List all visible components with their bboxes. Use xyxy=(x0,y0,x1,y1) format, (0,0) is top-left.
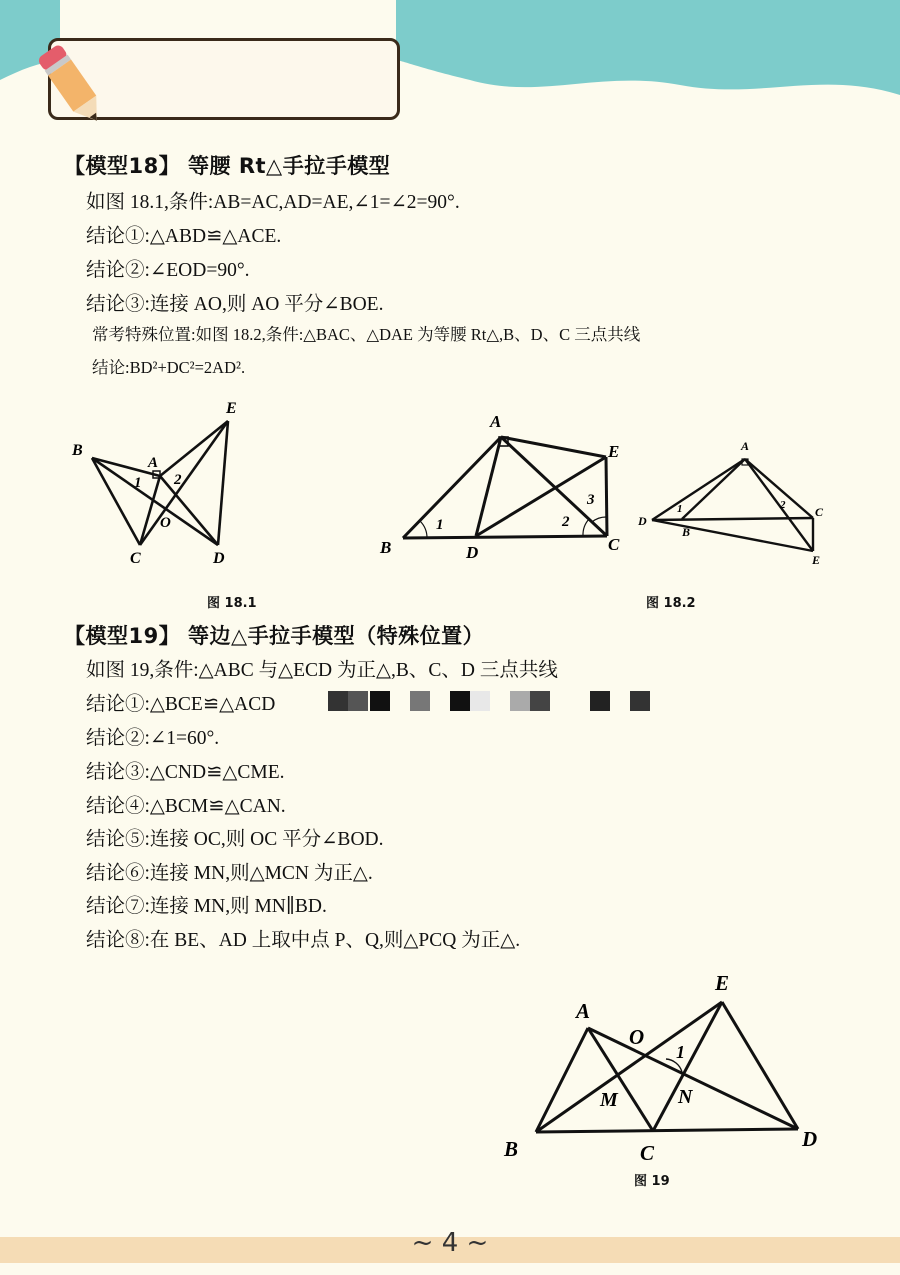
fig18-2b-label-e: E xyxy=(812,553,821,567)
fig19-label-e: E xyxy=(715,971,730,995)
fig18-2-label-e: E xyxy=(608,442,620,461)
model19-conclusion-4: 结论④:△BCM≌△CAN. xyxy=(86,796,286,817)
fig18-2b-label-b: B xyxy=(682,525,691,539)
fig18-1-label-a: A xyxy=(148,455,159,471)
fig18-2-label-a: A xyxy=(490,412,502,431)
figure-19-caption: 图 19 xyxy=(634,1174,670,1189)
model18-special-conclusion: 结论:BD²+DC²=2AD². xyxy=(92,358,246,377)
model19-condition: 如图 19,条件:△ABC 与△ECD 为正△,B、C、D 三点共线 xyxy=(86,660,558,681)
fig18-1-label-c: C xyxy=(130,550,141,567)
model19-conclusion-7: 结论⑦:连接 MN,则 MN∥BD. xyxy=(86,896,327,917)
fig18-2-label-b: B xyxy=(380,538,392,557)
model19-conclusion-6: 结论⑥:连接 MN,则△MCN 为正△. xyxy=(86,863,373,884)
figure-18-2-caption: 图 18.2 xyxy=(646,596,696,611)
fig18-1-label-e: E xyxy=(226,400,237,417)
fig19-label-d: D xyxy=(802,1127,818,1151)
figure-18-1 xyxy=(60,395,260,575)
model18-condition: 如图 18.1,条件:AB=AC,AD=AE,∠1=∠2=90°. xyxy=(86,192,460,213)
fig19-label-m: M xyxy=(600,1089,618,1111)
fig19-label-b: B xyxy=(504,1137,519,1161)
fig19-label-c: C xyxy=(640,1141,655,1165)
fig18-1-label-b: B xyxy=(72,442,83,459)
model19-conclusion-8: 结论⑧:在 BE、AD 上取中点 P、Q,则△PCQ 为正△. xyxy=(86,930,521,951)
model19-conclusion-5: 结论⑤:连接 OC,则 OC 平分∠BOD. xyxy=(86,829,384,850)
fig19-label-o: O xyxy=(629,1025,645,1049)
fig18-1-label-1: 1 xyxy=(134,475,142,491)
figure-18-2-variant xyxy=(630,432,830,572)
fig18-2-label-d: D xyxy=(466,543,479,562)
model19-conclusion-3: 结论③:△CND≌△CME. xyxy=(86,762,285,783)
page-number: ~ 4 ~ xyxy=(411,1228,489,1258)
model18-title: 【模型18】 等腰 Rt△手拉手模型 xyxy=(64,154,391,178)
fig19-label-n: N xyxy=(678,1086,693,1108)
fig19-label-a: A xyxy=(576,999,591,1023)
fig18-2-label-3: 3 xyxy=(587,492,595,508)
model18-conclusion-3: 结论③:连接 AO,则 AO 平分∠BOE. xyxy=(86,294,384,315)
model19-title: 【模型19】 等边△手拉手模型（特殊位置） xyxy=(64,624,485,648)
fig18-2-label-c: C xyxy=(608,535,620,554)
model19-conclusion-1: 结论①:△BCE≌△ACD xyxy=(86,694,276,715)
fig18-2b-label-1: 1 xyxy=(677,503,683,515)
figure-19 xyxy=(490,960,840,1190)
pencil-icon xyxy=(28,38,118,133)
fig18-2-label-2: 2 xyxy=(562,514,570,530)
fig18-2b-label-c: C xyxy=(815,505,824,519)
fig19-label-1: 1 xyxy=(676,1042,685,1062)
model18-conclusion-2: 结论②:∠EOD=90°. xyxy=(86,260,250,281)
figure-18-1-caption: 图 18.1 xyxy=(207,596,257,611)
model18-special-position: 常考特殊位置:如图 18.2,条件:△BAC、△DAE 为等腰 Rt△,B、D、C 三点共线 xyxy=(92,325,641,344)
model18-conclusion-1: 结论①:△ABD≌△ACE. xyxy=(86,226,282,247)
fig18-2b-label-a: A xyxy=(741,439,750,453)
fig18-1-label-2: 2 xyxy=(174,472,182,488)
figure-18-2-main xyxy=(370,405,640,565)
fig18-2-label-1: 1 xyxy=(436,517,444,533)
fig18-2b-label-d: D xyxy=(638,514,647,528)
fig18-1-label-o: O xyxy=(160,515,171,531)
fig18-1-label-d: D xyxy=(213,550,225,567)
fig18-2b-label-2: 2 xyxy=(780,499,786,511)
model19-conclusion-2: 结论②:∠1=60°. xyxy=(86,728,220,749)
